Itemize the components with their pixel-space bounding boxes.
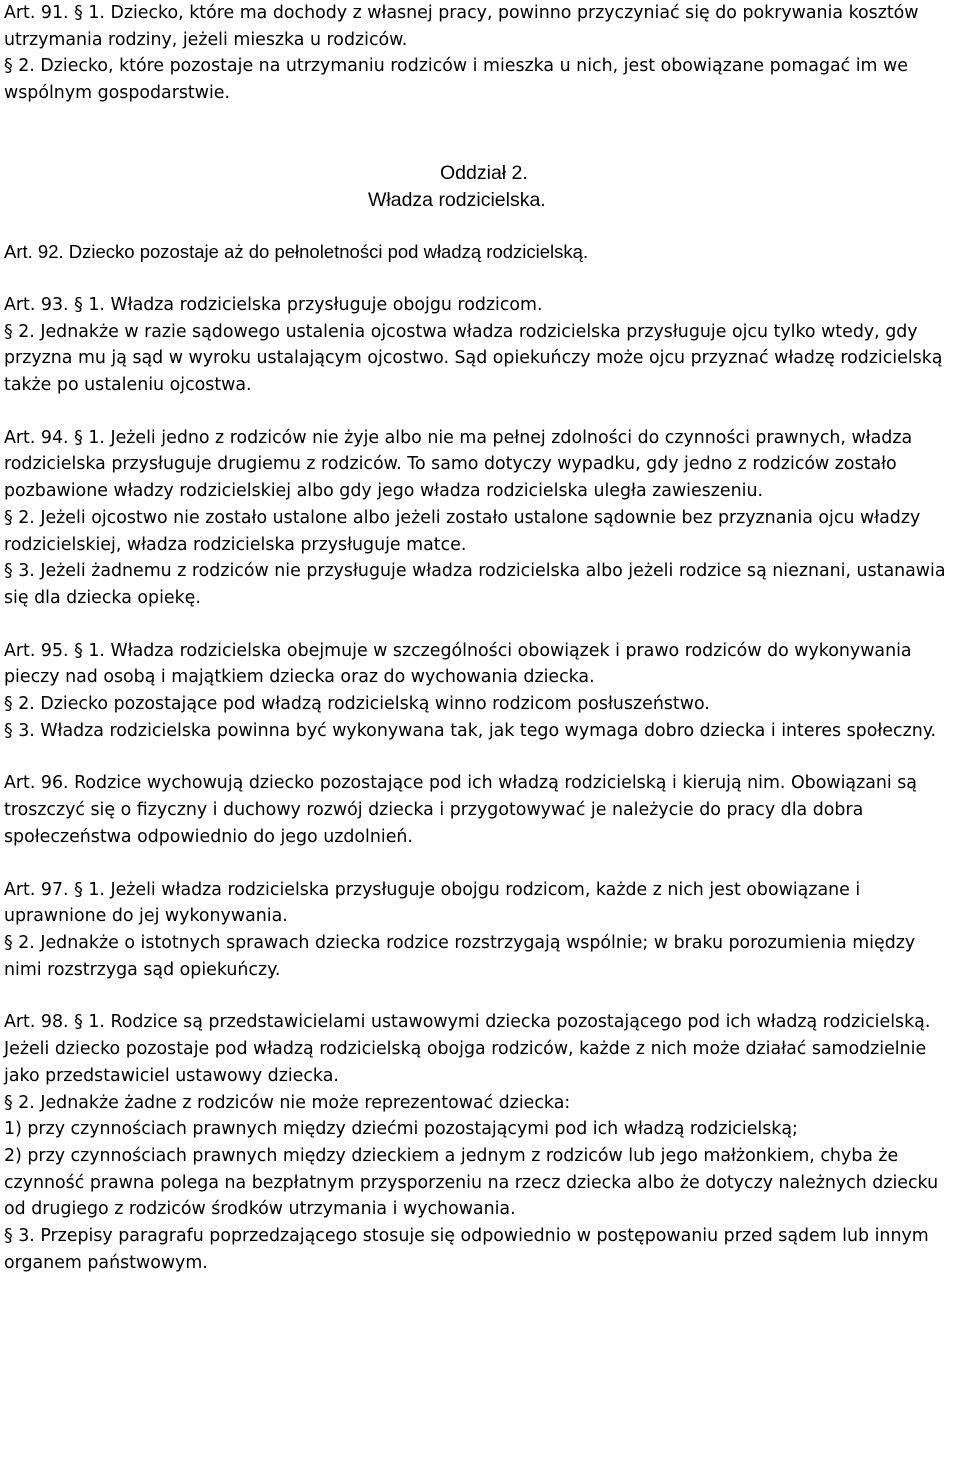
art95-para3: § 3. Władza rodzicielska powinna być wykonywana tak, jak tego wymaga dobro dziecka i interes społeczny. [4, 720, 937, 741]
spacer [4, 851, 958, 877]
art97-para1: Art. 97. § 1. Jeżeli władza rodzicielska przysługuje obojgu rodzicom, każde z nich jest obowiązane i uprawnione do jej wykonywania. [4, 879, 866, 927]
art91-para1: Art. 91. § 1. Dziecko, które ma dochody z własnej pracy, powinno przyczyniać się do pokrywania kosztów utrzymania rodziny, jeżeli mieszka u rodziców. [4, 3, 925, 50]
art98-point2: 2) przy czynnościach prawnych między dzieckiem a jednym z rodziców lub jego małżonkiem, chyba że czynność prawna polega na bezpłatnym przysporzeniu na rzecz dziecka albo że dotyczy należnych dziecku od drugiego z rodziców środków utrzymania i wychowania. [4, 1145, 944, 1220]
art94-para1: Art. 94. § 1. Jeżeli jedno z rodziców nie żyje albo nie ma pełnej zdolności do czynności prawnych, władza rodzicielska przysługuje drugiemu z rodziców. To samo dotyczy wypadku, gdy jedno z rodziców zostało pozbawione władzy rodzicielskiej albo gdy jego władza rodzicielska uległa zawieszeniu. [4, 427, 918, 502]
art94-para2: § 2. Jeżeli ojcostwo nie zostało ustalone albo jeżeli zostało ustalone sądownie bez przyznania ojcu władzy rodzicielskiej, władza rodzicielska przysługuje matce. [4, 507, 926, 555]
art91-para2: § 2. Dziecko, które pozostaje na utrzymaniu rodziców i mieszka u nich, jest obowiązane pomagać im we wspólnym gospodarstwie. [4, 56, 914, 104]
section-subtitle: Władza rodzicielska. [368, 188, 546, 211]
art95-para1: Art. 95. § 1. Władza rodzicielska obejmuje w szczególności obowiązek i prawo rodziców do wykonywania pieczy nad osobą i majątkiem dziecka oraz do wychowania dziecka. [4, 640, 918, 688]
spacer [4, 107, 958, 160]
spacer [4, 983, 958, 1009]
spacer [4, 612, 958, 638]
art98-para2: § 2. Jednakże żadne z rodziców nie może reprezentować dziecka: [4, 1092, 571, 1113]
art94-para3: § 3. Jeżeli żadnemu z rodziców nie przysługuje władza rodzicielska albo jeżeli rodzice są nieznani, ustanawia się dla dziecka opiekę. [4, 561, 952, 608]
art93-para1: Art. 93. § 1. Władza rodzicielska przysługuje obojgu rodzicom. [4, 294, 543, 315]
art98-para1: Art. 98. § 1. Rodzice są przedstawicielami ustawowymi dziecka pozostającego pod ich władzą rodzicielską. Jeżeli dziecko pozostaje pod władzą rodzicielską obojga rodziców, każde z nich może działać samodzielnie jako przedstawiciel ustawowy dziecka. [4, 1012, 936, 1086]
spacer [4, 266, 958, 292]
art98-para3: § 3. Przepisy paragrafu poprzedzającego stosuje się odpowiednio w postępowaniu przed sądem lub innym organem państwowym. [4, 1226, 935, 1273]
art97-para2: § 2. Jednakże o istotnych sprawach dziecka rodzice rozstrzygają wspólnie; w braku porozumienia między nimi rozstrzyga sąd opiekuńczy. [4, 932, 921, 980]
spacer [4, 213, 958, 239]
art96-para1: Art. 96. Rodzice wychowują dziecko pozostające pod ich władzą rodzicielską i kierują nim. Obowiązani są troszczyć się o fizyczny i duchowy rozwój dziecka i przygotowywać je należycie do pracy dla dobra społeczeństwa odpowiednio do jego uzdolnień. [4, 773, 923, 847]
art95-para2: § 2. Dziecko pozostające pod władzą rodzicielską winno rodzicom posłuszeństwo. [4, 694, 710, 715]
art93-para2: § 2. Jednakże w razie sądowego ustalenia ojcostwa władza rodzicielska przysługuje ojcu tylko wtedy, gdy przyzna mu ją sąd w wyroku ustalającym ojcostwo. Sąd opiekuńczy może ojcu przyznać władzę rodzicielską także po ustaleniu ojcostwa. [4, 321, 948, 396]
section-title: Oddział 2. [440, 161, 528, 184]
spacer [4, 744, 958, 770]
art92-para1: Art. 92. Dziecko pozostaje aż do pełnoletności pod władzą rodzicielską. [4, 241, 589, 263]
spacer [4, 399, 958, 425]
art98-point1: 1) przy czynnościach prawnych między dziećmi pozostającymi pod ich władzą rodzicielską; [4, 1119, 798, 1140]
